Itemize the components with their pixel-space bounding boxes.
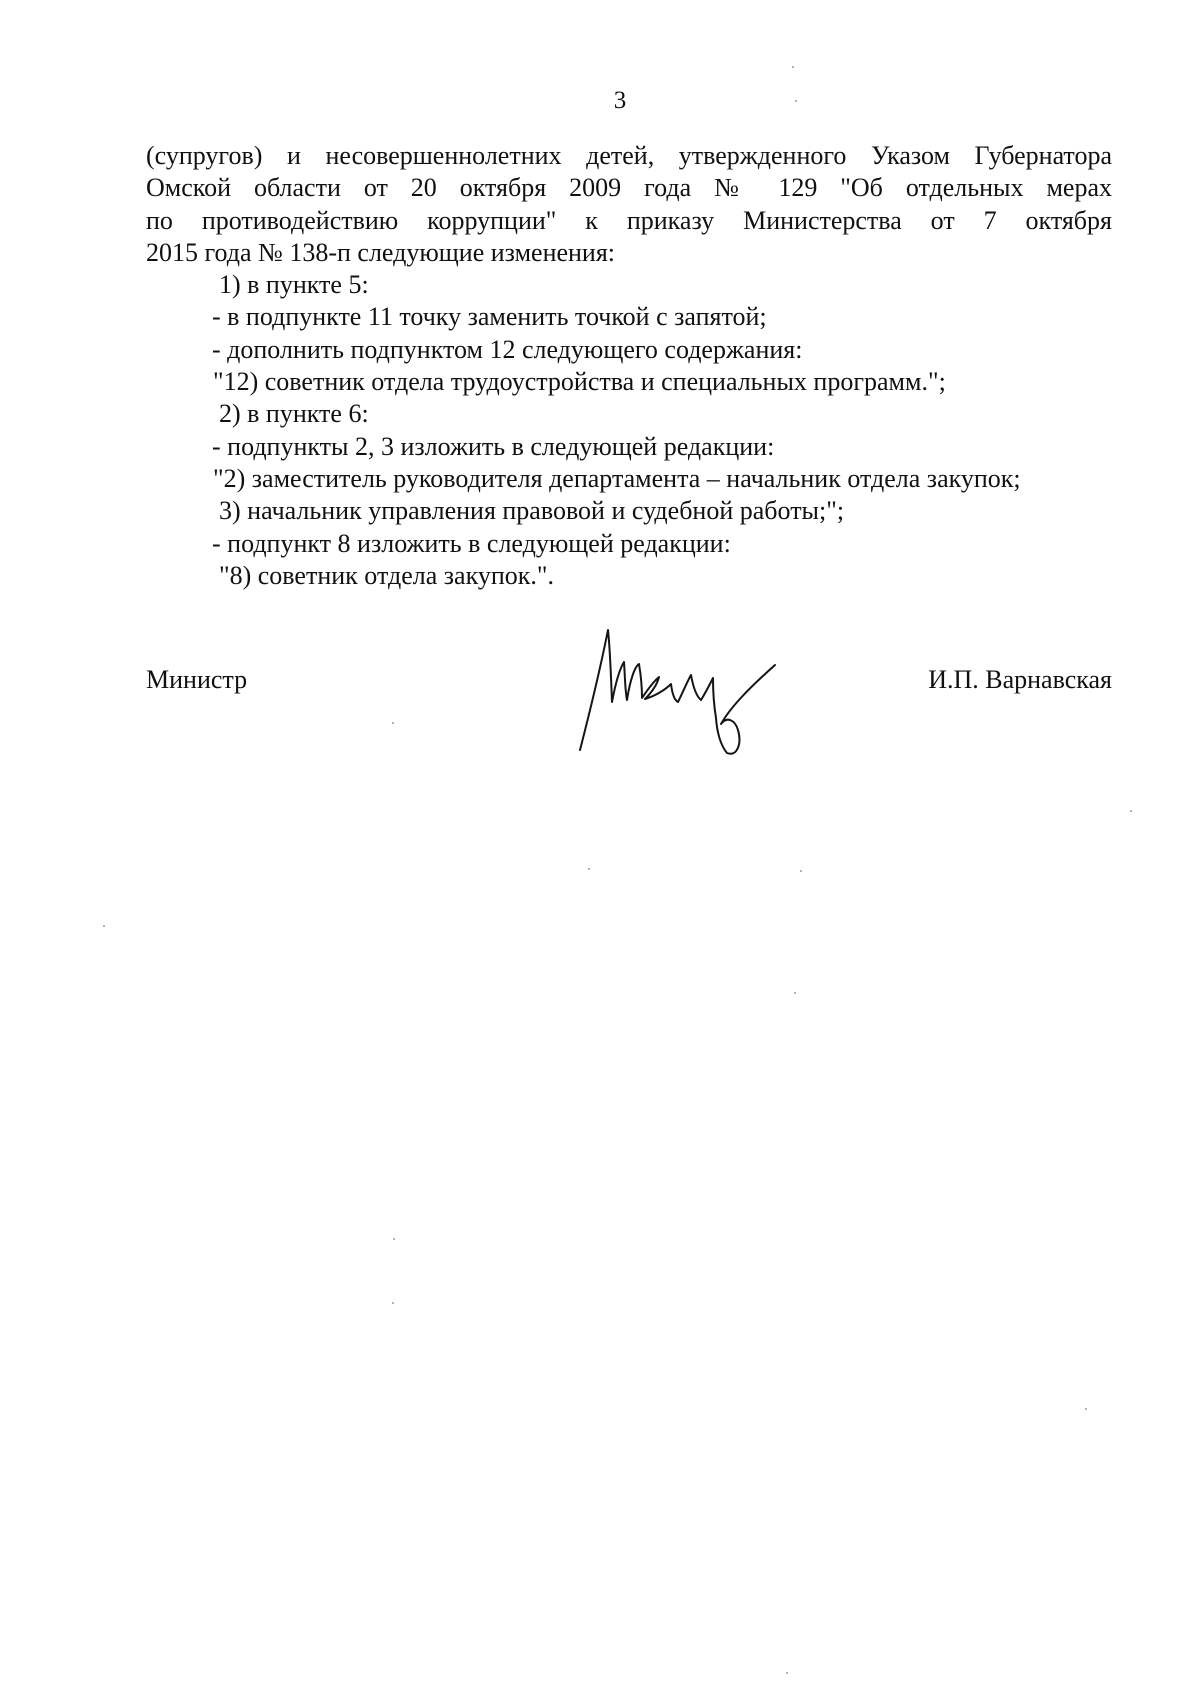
position-title: Министр — [146, 665, 248, 694]
list-item: "12) советник отдела трудоустройства и специальных программ."; — [213, 367, 946, 397]
list-item: 2) в пункте 6: — [219, 399, 369, 429]
list-item: "8) советник отдела закупок.". — [219, 560, 554, 590]
list-item: 3) начальник управления правовой и судебной работы;"; — [219, 496, 845, 526]
list-item: - дополнить подпунктом 12 следующего содержания: — [212, 334, 803, 364]
list-item: 1) в пункте 5: — [219, 270, 369, 300]
paragraph-line: Омской области от 20 октября 2009 года № 129 "Об отдельных мерах — [146, 173, 1112, 203]
paragraph-line: (супругов) и несовершеннолетних детей, утвержденного Указом Губернатора — [146, 141, 1112, 170]
signatory-name: И.П. Варнавская — [928, 665, 1112, 694]
paragraph-line: 2015 года № 138-п следующие изменения: — [146, 237, 616, 267]
list-item: - в подпункте 11 точку заменить точкой с запятой; — [212, 302, 767, 332]
page-number: 3 — [613, 87, 627, 114]
intro-paragraph — [146, 140, 1112, 269]
paragraph-line: по противодействию коррупции" к приказу Министерства от 7 октября — [146, 205, 1112, 235]
list-item: "2) заместитель руководителя департамента – начальник отдела закупок; — [213, 463, 1021, 493]
document-body — [146, 140, 1112, 592]
list-item: - подпункты 2, 3 изложить в следующей редакции: — [212, 431, 775, 461]
handwritten-signature — [575, 620, 790, 770]
list-item: - подпункт 8 изложить в следующей редакции: — [212, 528, 731, 558]
